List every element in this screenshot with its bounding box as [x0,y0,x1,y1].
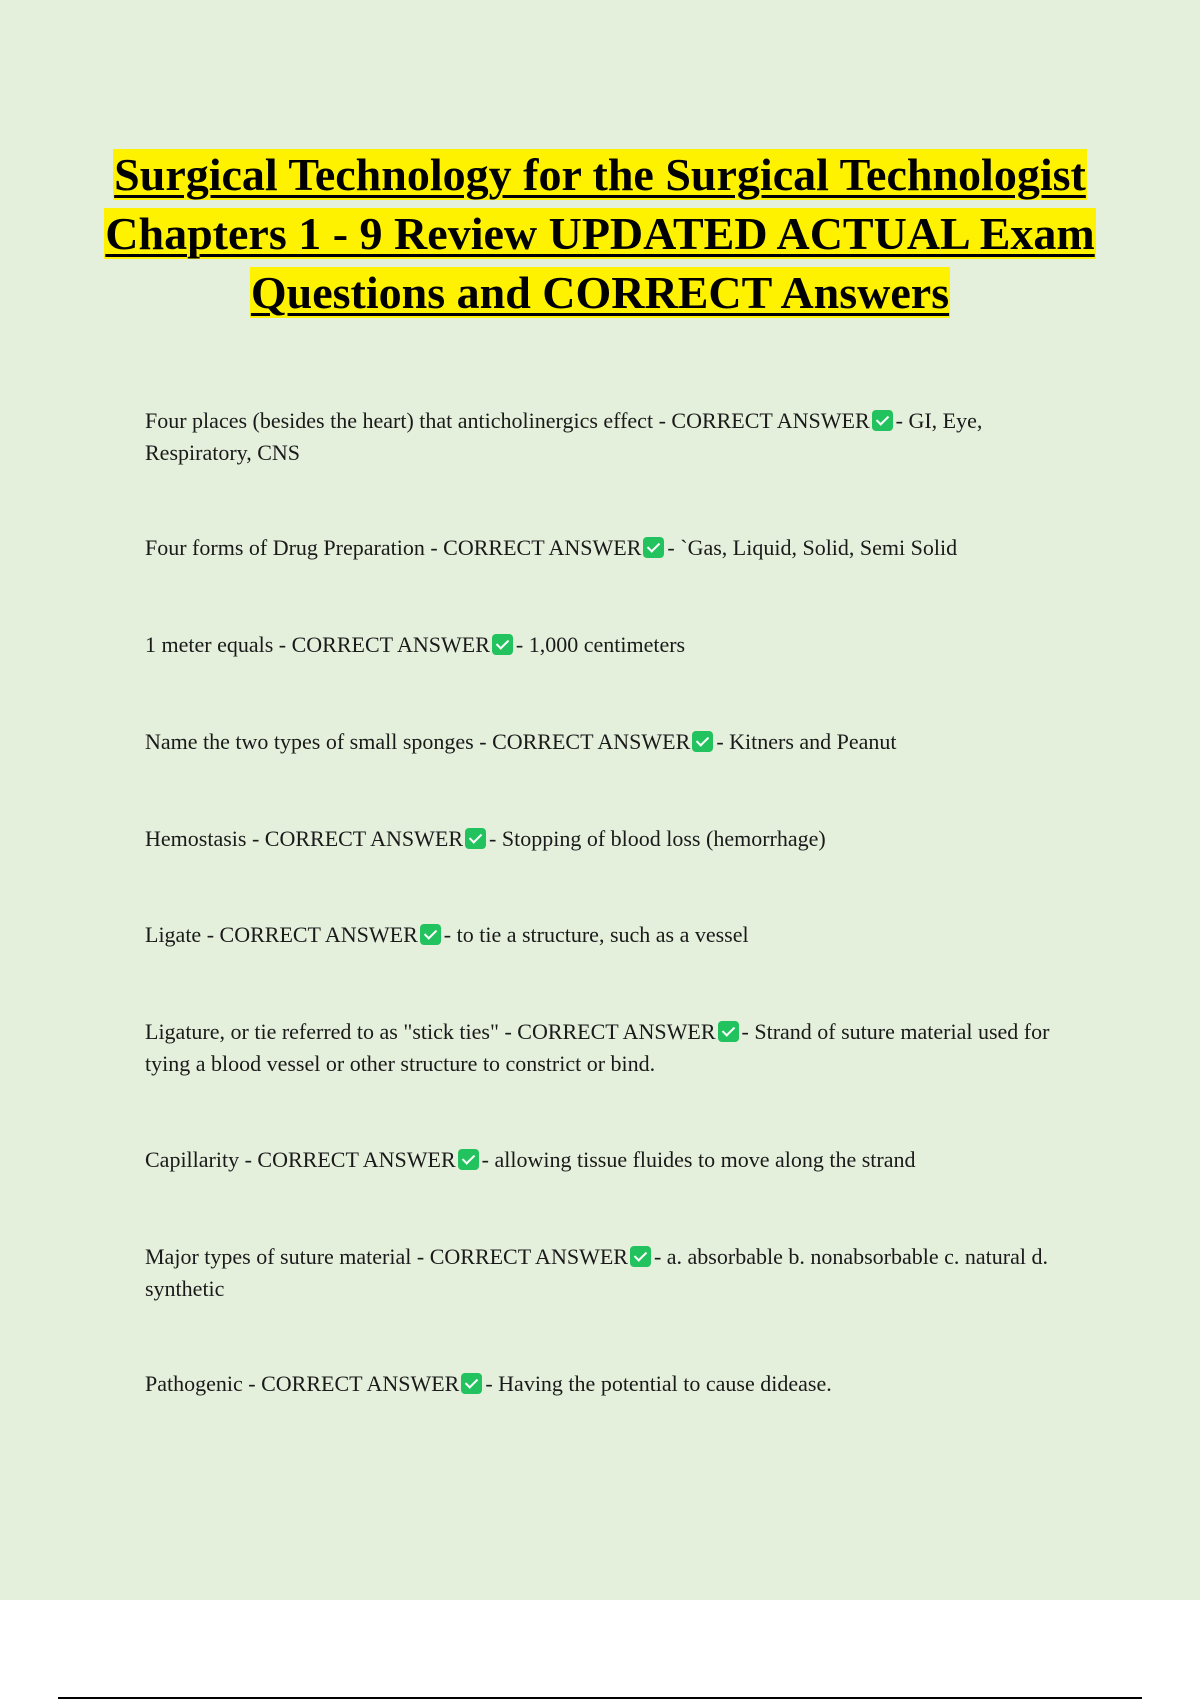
question-text: Major types of suture material [145,1244,412,1269]
qa-item: Hemostasis - CORRECT ANSWER - Stopping of blood loss (hemorrhage) [145,826,826,851]
checkmark-icon [458,1149,479,1170]
qa-item: Name the two types of small sponges - CORRECT ANSWER - Kitners and Peanut [145,729,897,754]
checkmark-icon [461,1373,482,1394]
answer-text: Strand of suture material used for tying a blood vessel or other structure to constrict or bind. [145,1019,1050,1076]
answer-text: GI, Eye, Respiratory, CNS [145,408,983,465]
checkmark-icon [872,410,893,431]
checkmark-icon [420,924,441,945]
question-text: Ligate [145,922,202,947]
qa-item: 1 meter equals - CORRECT ANSWER - 1,000 centimeters [145,632,686,657]
qa-item: Ligate - CORRECT ANSWER - to tie a structure, such as a vessel [145,922,749,947]
question-text: 1 meter equals [145,632,274,657]
answer-text: Stopping of blood loss (hemorrhage) [501,826,826,851]
answer-text: Kitners and Peanut [729,729,897,754]
answer-text: 1,000 centimeters [528,632,686,657]
checkmark-icon [718,1021,739,1042]
checkmark-icon [643,537,664,558]
qa-item: Ligature, or tie referred to as "stick ties" - CORRECT ANSWER - Strand of suture material used for tying a blood vessel or other structure to constrict or bind. [145,1019,1050,1076]
question-text: Pathogenic [145,1371,243,1396]
qa-item: Four places (besides the heart) that anticholinergics effect - CORRECT ANSWER - GI, Eye, Respiratory, CNS [145,408,983,465]
answer-marker: CORRECT ANSWER [443,535,642,560]
document-title-text: Surgical Technology for the Surgical Technologist Chapters 1 - 9 Review UPDATED ACTUAL Exam Questions and CORRECT Answers [105,149,1095,318]
answer-marker: CORRECT ANSWER [219,922,418,947]
answer-marker: CORRECT ANSWER [517,1019,716,1044]
qa-item: Four forms of Drug Preparation - CORRECT ANSWER - `Gas, Liquid, Solid, Semi Solid [145,535,958,560]
question-text: Ligature, or tie referred to as "stick ties" [145,1019,499,1044]
answer-marker: CORRECT ANSWER [492,729,691,754]
checkmark-icon [630,1246,651,1267]
question-text: Four places (besides the heart) that anticholinergics effect [145,408,654,433]
footer-divider [58,1697,1142,1699]
answer-marker: CORRECT ANSWER [429,1244,628,1269]
question-text: Hemostasis [145,826,247,851]
qa-item: Major types of suture material - CORRECT ANSWER - a. absorbable b. nonabsorbable c. natural d. synthetic [145,1244,1048,1301]
answer-marker: CORRECT ANSWER [671,408,870,433]
answer-text: a. absorbable b. nonabsorbable c. natural d. synthetic [145,1244,1048,1301]
question-text: Four forms of Drug Preparation [145,535,425,560]
answer-text: to tie a structure, such as a vessel [456,922,749,947]
checkmark-icon [465,828,486,849]
answer-text: Having the potential to cause didease. [498,1371,832,1396]
qa-item: Pathogenic - CORRECT ANSWER - Having the potential to cause didease. [145,1371,832,1396]
answer-marker: CORRECT ANSWER [257,1147,456,1172]
question-text: Capillarity [145,1147,240,1172]
answer-text: allowing tissue fluides to move along the strand [494,1147,916,1172]
answer-marker: CORRECT ANSWER [261,1371,460,1396]
question-text: Name the two types of small sponges [145,729,474,754]
document-title [100,145,1100,322]
checkmark-icon [692,731,713,752]
answer-text: `Gas, Liquid, Solid, Semi Solid [680,535,958,560]
checkmark-icon [492,634,513,655]
answer-marker: CORRECT ANSWER [264,826,464,851]
qa-item: Capillarity - CORRECT ANSWER - allowing tissue fluides to move along the strand [145,1147,916,1172]
answer-marker: CORRECT ANSWER [291,632,490,657]
